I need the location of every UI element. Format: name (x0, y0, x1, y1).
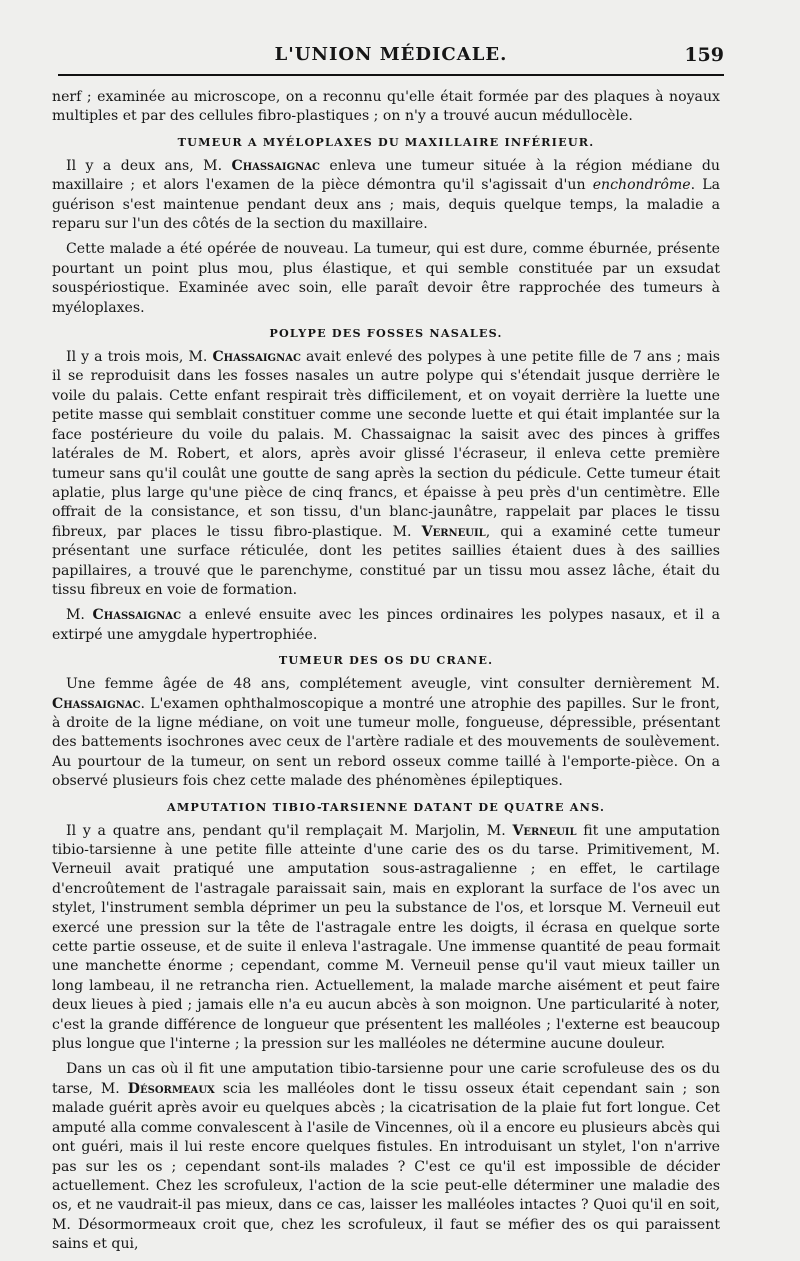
paragraph (52, 822, 720, 1055)
section-heading: TUMEUR DES OS DU CRANE. (278, 653, 494, 668)
paragraph (52, 157, 720, 235)
person-name: Verneuil (512, 822, 577, 839)
paragraph (52, 675, 720, 791)
person-name: Chassaignac (212, 349, 301, 366)
text-run: Une femme âgée de 48 ans, complétement aveugle, vint consulter dernièrement M. (66, 676, 720, 693)
section-heading: AMPUTATION TIBIO-TARSIENNE DATANT DE QUATRE ANS. (166, 799, 606, 814)
person-name: Désormeaux (127, 1080, 215, 1097)
paragraph: Cette malade a été opérée de nouveau. La tumeur, qui est dure, comme éburnée, présente pourtant un point plus mou, plus élastique, et qui semble constituée par un exsudat souspériostique. Examinée avec soin, elle paraît devoir être rapprochée des tumeurs à myéloplaxes. (52, 241, 720, 316)
text-run: , qui a examiné cette tumeur présentant une surface réticulée, dont les petites saillies étaient dues à des saillies papillaires, a trouvé que le parenchyme, constitué par un tissu mou assez lâche, était du tissu fibreux en voie de formation. (52, 523, 720, 598)
section-heading: POLYPE DES FOSSES NASALES. (269, 326, 503, 341)
paragraph: nerf ; examinée au microscope, on a reconnu qu'elle était formée par des plaques à noyaux multiples et par des cellules fibro-plastiques ; on n'y a trouvé aucun médullocèle. (52, 89, 720, 125)
text-run: M. (66, 607, 93, 624)
text-run: Il y a trois mois, M. (66, 349, 213, 366)
text-run: . L'examen ophthalmoscopique a montré une atrophie des papilles. Sur le front, à droite de la ligne médiane, on voit une tumeur molle, fongueuse, dépressible, présentant des battements isochrones avec ceux de l'artère radiale et des mouvements de soulèvement. Au pourtour de la tumeur, on sent un rebord osseux comme taillé à l'emporte-pièce. On a observé plusieurs fois chez cette malade des phénomènes épileptiques. (52, 695, 720, 790)
page-header (58, 44, 724, 72)
person-name: Chassaignac (92, 607, 182, 624)
running-title: L'UNION MÉDICALE. (274, 44, 508, 65)
italic-term: enchondrôme (592, 177, 691, 194)
text-run: Il y a deux ans, M. (66, 157, 232, 174)
article-body (52, 88, 720, 1261)
text-run: . La guérison s'est maintenue pendant deux ans ; mais, dequis quelque temps, la maladie a reparu sur l'un des côtés de la section du maxillaire. (52, 177, 720, 233)
text-run: a enlevé ensuite avec les pinces ordinaires les polypes nasaux, et il a extirpé une amygdale hypertrophiée. (52, 607, 720, 643)
page-number: 159 (684, 44, 724, 66)
paragraph (52, 348, 720, 600)
text-run: Il y a quatre ans, pendant qu'il remplaçait M. Marjolin, M. (66, 822, 513, 839)
text-run: scia les malléoles dont le tissu osseux était cependant sain ; son malade guérit après avoir eu quelques abcès ; la cicatrisation de la plaie fut fort longue. Cet amputé alla comme convalescent à l'asile de Vincennes, où il a encore eu plusieurs abcès qui ont guéri, mais il lui reste encore quelques fistules. En introduisant un stylet, l'on n'arrive pas sur les os ; cependant sont-ils malades ? C'est ce qu'il est impossible de décider actuellement. Chez les scrofuleux, l'action de la scie peut-elle déterminer une maladie des os, et ne vaudrait-il pas mieux, dans ce cas, laisser les malléoles intactes ? Quoi qu'il en soit, M. Désormormeaux croit que, chez les scrofuleux, il faut se méfier des os qui paraissent sains et qui, (52, 1080, 720, 1253)
person-name: Verneuil (421, 523, 486, 540)
text-run: fit une amputation tibio-tarsienne à une petite fille atteinte d'une carie des os du tarse. Primitivement, M. Verneuil avait pratiqué une amputation sous-astragalienne ; en effet, le cartilage d'encroûtement de l'astragale paraissait sain, mais en explorant la surface de l'os avec un stylet, l'instrument sembla déprimer un peu la substance de l'os, et lorsque M. Verneuil eut exercé une pression sur la tête de l'astragale entre les doigts, il écrasa en quelque sorte cette partie osseuse, et de suite il enleva l'astragale. Une immense quantité de peau formait une manchette énorme ; cependant, comme M. Verneuil pense qu'il vaut mieux tailler un long lambeau, il ne retrancha rien. Actuellement, la malade marche aisément et peut faire deux lieues à pied ; jamais elle n'a eu aucun abcès à son moignon. Une particularité à noter, c'est la grande différence de longueur que présentent les malléoles ; l'externe est beaucoup plus longue que l'interne ; la pression sur les malléoles ne détermine aucune douleur. (52, 822, 720, 1053)
person-name: Chassaignac (52, 695, 141, 712)
section-heading: TUMEUR A MYÉLOPLAXES DU MAXILLAIRE INFÉRIEUR. (177, 134, 595, 149)
text-run: avait enlevé des polypes à une petite fille de 7 ans ; mais il se reproduisit dans les fosses nasales un autre polype qui s'étendait jusque derrière le voile du palais. Cette enfant respirait très difficilement, et on voyait derrière la luette une petite masse qui semblait constituer comme une seconde luette et qui était implantée sur la face postérieure du voile du palais. M. Chassaignac la saisit avec des pinces à griffes latérales de M. Robert, et alors, après avoir glissé l'écraseur, il enleva cette première tumeur sans qu'il coulât une goutte de sang après la section du pédicule. Cette tumeur était aplatie, plus large qu'une pièce de cinq francs, et épaisse à peu près d'un centimètre. Elle offrait de la consistance, et son tissu, d'un blanc-jaunâtre, rappelait par places le tissu fibreux, par places le tissu fibro-plastique. M. (52, 349, 720, 540)
header-rule (58, 74, 724, 76)
text-run: Dans un cas où il fit une amputation tibio-tarsienne pour une carie scrofuleuse des os du tarse, M. (52, 1061, 720, 1097)
person-name: Chassaignac (231, 157, 320, 174)
paragraph (52, 606, 720, 645)
paragraph (52, 1060, 720, 1254)
text-run: enleva une tumeur située à la région médiane du maxillaire ; et alors l'examen de la pièce démontra qu'il s'agissait d'un (52, 157, 720, 194)
